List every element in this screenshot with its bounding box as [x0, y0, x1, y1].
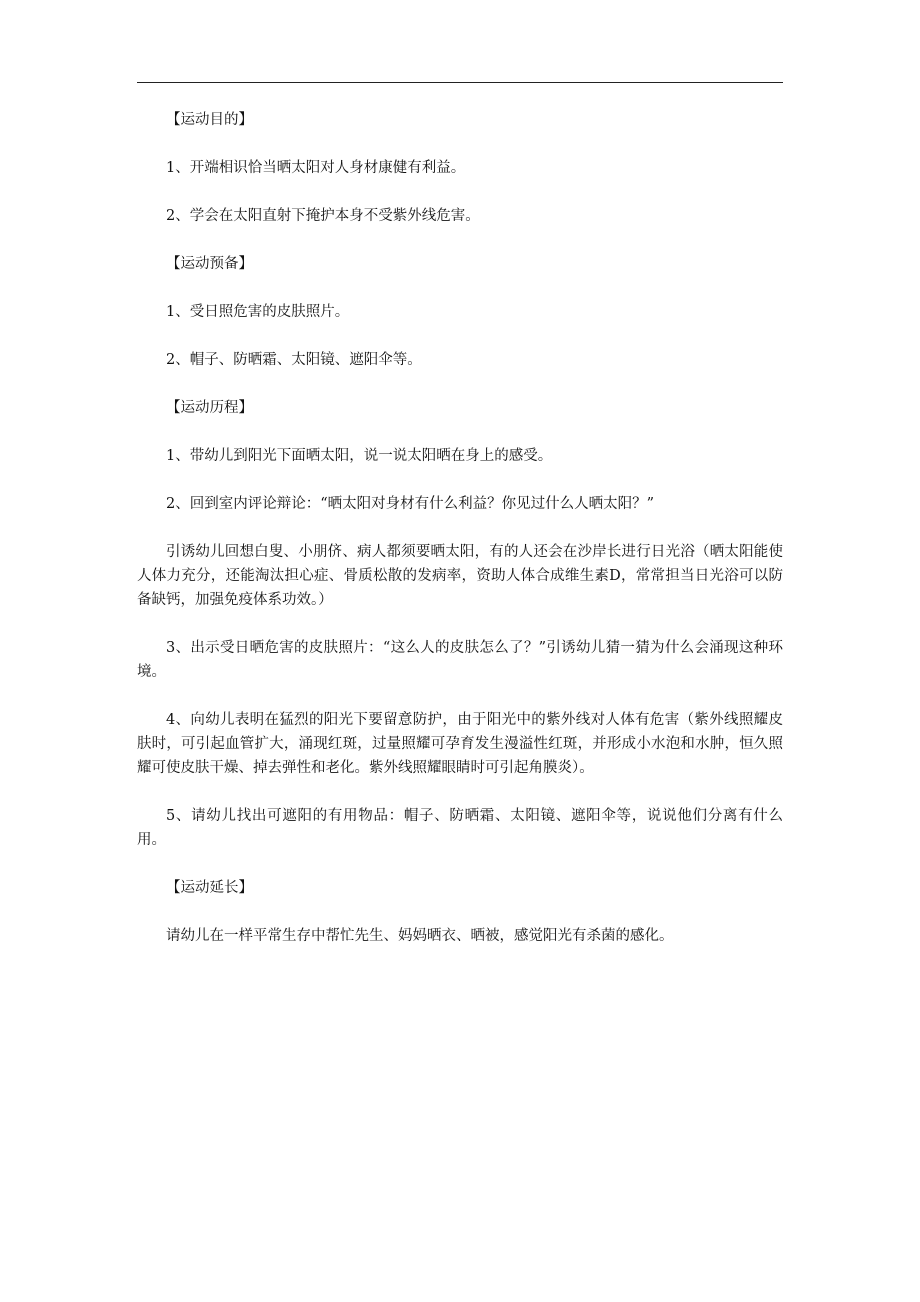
preparation-item-1: 1、受日照危害的皮肤照片。 — [166, 304, 350, 320]
extension-item: 请幼儿在一样平常生存中帮忙先生、妈妈晒衣、晒被，感觉阳光有杀菌的感化。 — [166, 928, 674, 944]
section-heading-process: 【运动历程】 — [166, 400, 253, 416]
process-step-4: 4、向幼儿表明在猛烈的阳光下要留意防护，由于阳光中的紫外线对人体有危害（紫外线照耀皮肤时，可引起血管扩大，涌现红斑，过量照耀可孕育发生漫溢性红斑，并形成小水泡和水肿，恒久照耀可使皮肤干燥、掉去弹性和老化。紫外线照耀眼睛时可引起角膜炎）。 — [137, 712, 783, 776]
process-step-5: 5、请幼儿找出可遮阳的有用物品：帽子、防晒霜、太阳镜、遮阳伞等，说说他们分离有什么用。 — [137, 808, 783, 848]
process-step-2: 2、回到室内评论辩论：“晒太阳对身材有什么利益？你见过什么人晒太阳？” — [166, 496, 655, 512]
purpose-item-2: 2、学会在太阳直射下掩护本身不受紫外线危害。 — [166, 208, 480, 224]
header-rule — [137, 82, 783, 83]
document-body — [137, 108, 783, 972]
preparation-item-2: 2、帽子、防晒霜、太阳镜、遮阳伞等。 — [166, 352, 422, 368]
process-step-1: 1、带幼儿到阳光下面晒太阳，说一说太阳晒在身上的感受。 — [166, 448, 553, 464]
section-heading-extension: 【运动延长】 — [166, 880, 253, 896]
section-heading-preparation: 【运动预备】 — [166, 256, 253, 272]
process-explanation: 引诱幼儿回想白叟、小朋侪、病人都须要晒太阳，有的人还会在沙岸长进行日光浴（晒太阳能使人体力充分，还能淘汰担心症、骨质松散的发病率，资助人体合成维生素D，常常担当日光浴可以防备缺钙，加强免疫体系功效。） — [137, 544, 783, 608]
purpose-item-1: 1、开端相识恰当晒太阳对人身材康健有利益。 — [166, 160, 466, 176]
process-step-3: 3、出示受日晒危害的皮肤照片：“这么人的皮肤怎么了？”引诱幼儿猜一猜为什么会涌现这种环境。 — [137, 640, 783, 680]
section-heading-purpose: 【运动目的】 — [166, 112, 253, 128]
